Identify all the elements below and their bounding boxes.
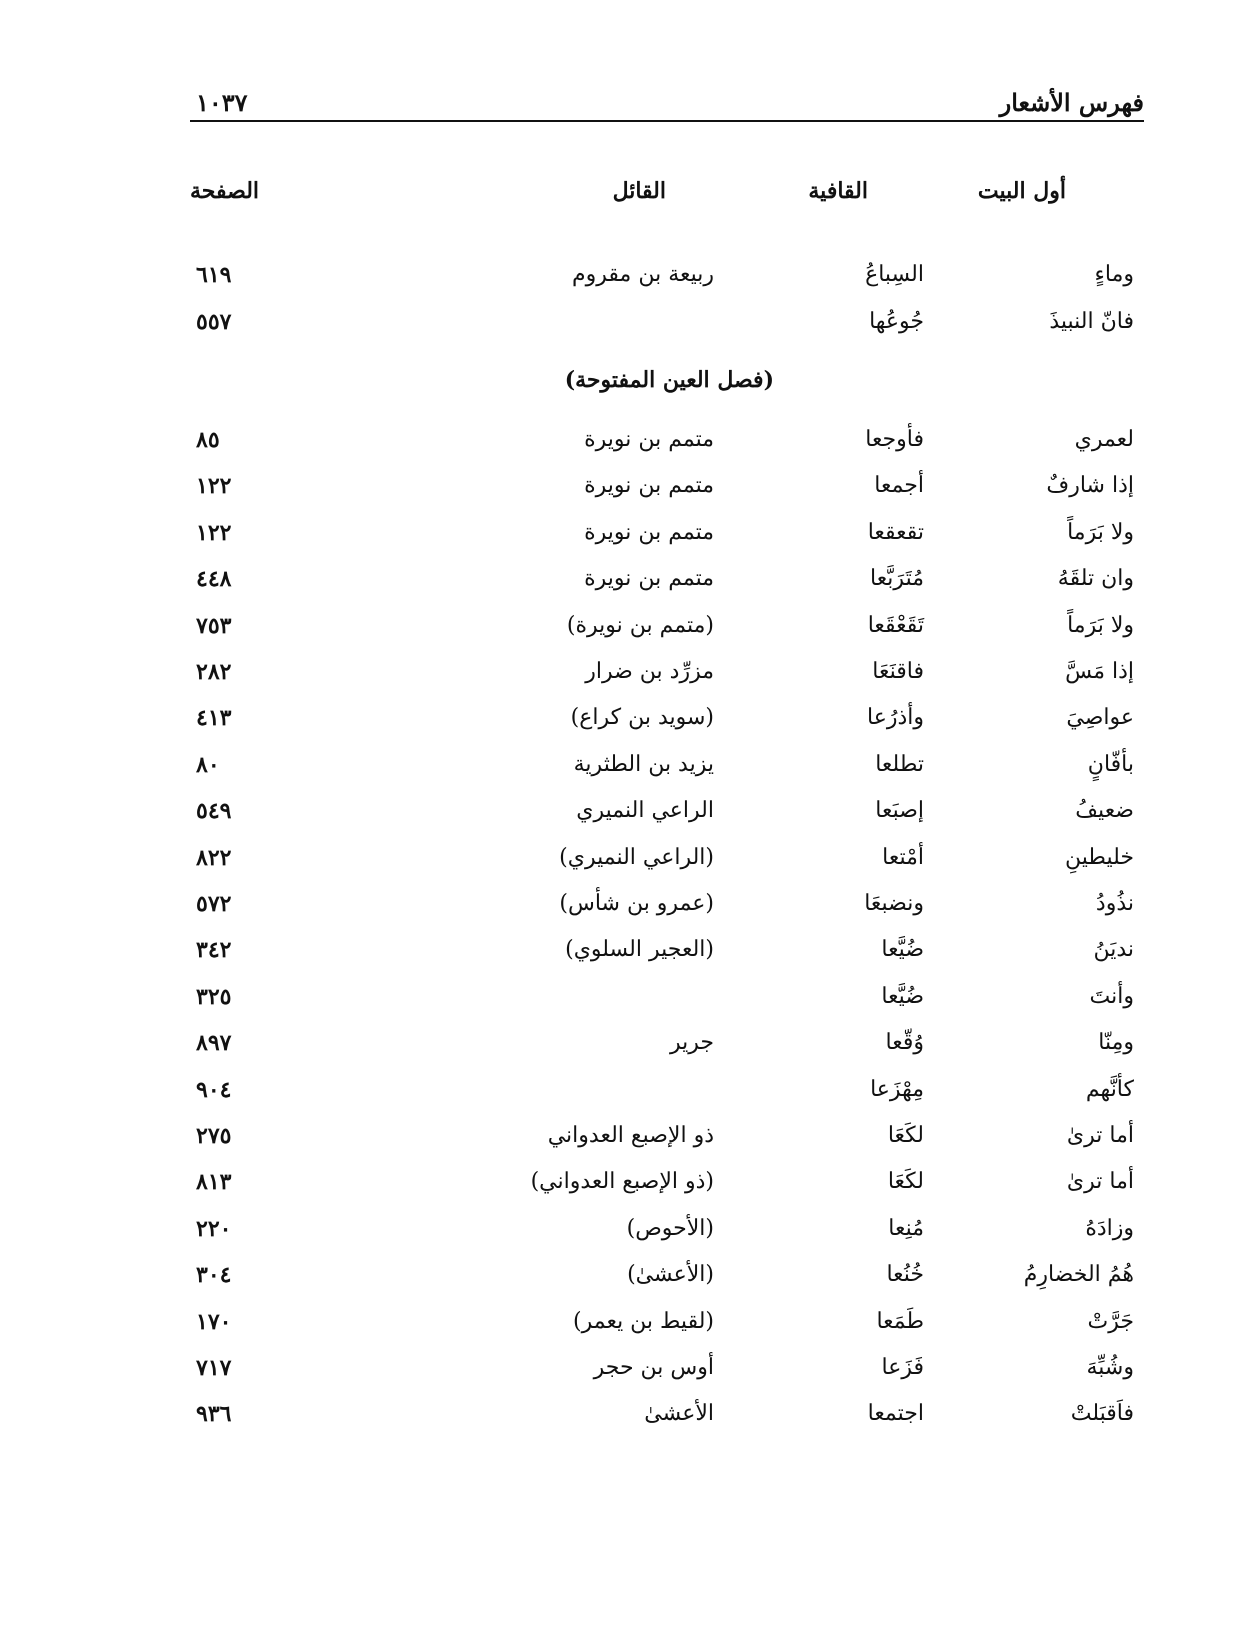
poet-cell: (لقيط بن يعمر) (573, 1309, 714, 1334)
first-words-cell: خليطينِ (1065, 845, 1134, 870)
first-words-cell: وزادَهُ (1085, 1216, 1134, 1241)
page-number-cell: ٨١٣ (196, 1169, 232, 1195)
first-words-cell: ولا بَرَماً (1067, 520, 1134, 545)
index-row (0, 420, 1234, 464)
first-words-cell: وان تلقَهُ (1057, 566, 1134, 591)
index-row (0, 930, 1234, 974)
page-number-cell: ٥٤٩ (196, 798, 232, 824)
rhyme-cell: مِهْزَعا (870, 1077, 924, 1102)
first-words-cell: بأفّانٍ (1087, 752, 1134, 777)
page-number-cell: ٨٩٧ (196, 1030, 232, 1056)
poet-cell: (سويد بن كراع) (570, 705, 714, 730)
page-number-cell: ٨٠ (196, 752, 220, 778)
first-words-cell: ومِنّا (1098, 1030, 1134, 1055)
index-row (0, 1302, 1234, 1346)
index-row (0, 884, 1234, 928)
first-words-cell: وشُبِّهَ (1086, 1355, 1134, 1380)
column-header-page: الصفحة (190, 178, 260, 204)
page-number-cell: ٩٠٤ (196, 1077, 232, 1103)
first-words-cell: هُمُ الخضارِمُ (1023, 1262, 1134, 1287)
rhyme-cell: أجمعا (874, 473, 924, 498)
rhyme-cell: ضُيَّعا (881, 937, 924, 962)
poet-cell: مزرِّد بن ضرار (585, 659, 714, 684)
index-row (0, 698, 1234, 742)
index-row (0, 791, 1234, 835)
page-number-cell: ٣٠٤ (196, 1262, 232, 1288)
column-header-rhyme: القافية (808, 178, 868, 204)
first-words-cell: أما ترىٰ (1066, 1123, 1134, 1148)
poet-cell: ربيعة بن مقروم (572, 262, 714, 287)
rhyme-cell: لكَعَا (887, 1123, 924, 1148)
poet-cell: متمم بن نويرة (584, 427, 714, 452)
first-words-cell: نديَنُ (1093, 937, 1134, 962)
first-words-cell: كأنَّهم (1085, 1077, 1134, 1102)
rhyme-cell: تقعقعا (867, 520, 924, 545)
poet-cell: (العجير السلوي) (565, 937, 714, 962)
page-number-cell: ٣٢٥ (196, 984, 232, 1010)
first-words-cell: إذا شارفٌ (1046, 473, 1134, 498)
index-row (0, 513, 1234, 557)
index-row (0, 652, 1234, 696)
page-number-cell: ١٧٠ (196, 1309, 232, 1335)
rhyme-cell: أمْتعا (882, 845, 924, 870)
poet-cell: (الأعشىٰ) (627, 1262, 714, 1287)
poet-cell: متمم بن نويرة (584, 566, 714, 591)
rhyme-cell: وأذرُعا (867, 705, 924, 730)
page-number-cell: ٥٥٧ (196, 309, 232, 335)
page-title: فهرس الأشعار (999, 88, 1144, 117)
first-words-cell: وماءٍ (1094, 262, 1134, 287)
poet-cell: الأعشىٰ (644, 1401, 714, 1426)
page-number-cell: ٦١٩ (196, 262, 232, 288)
page-number-cell: ٤٤٨ (196, 566, 232, 592)
index-row (0, 1162, 1234, 1206)
page-number-cell: ٧٥٣ (196, 613, 232, 639)
index-row (0, 838, 1234, 882)
header-rule (190, 120, 1144, 122)
page-number-cell: ٢٢٠ (196, 1216, 232, 1242)
first-words-cell: وأنتَ (1089, 984, 1134, 1009)
first-words-cell: لعمري (1074, 427, 1134, 452)
index-row (0, 1116, 1234, 1160)
poet-cell: (متمم بن نويرة) (566, 613, 714, 638)
rhyme-cell: مُتَرَبَّعا (869, 566, 924, 591)
first-words-cell: ولا بَرَماً (1067, 613, 1134, 638)
first-words-cell: نذُودُ (1095, 891, 1134, 916)
poet-cell: (عمرو بن شأس) (559, 891, 714, 916)
poet-cell: جرير (670, 1030, 714, 1055)
rhyme-cell: وُقّعا (885, 1030, 924, 1055)
index-row (0, 302, 1234, 346)
poet-cell: (الأحوص) (626, 1216, 714, 1241)
first-words-cell: أما ترىٰ (1066, 1169, 1134, 1194)
rhyme-cell: فاقنَعَا (872, 659, 924, 684)
page-number-cell: ٥٧٢ (196, 891, 232, 917)
index-row (0, 1348, 1234, 1392)
page-number-cell: ٣٤٢ (196, 937, 232, 963)
index-row (0, 559, 1234, 603)
poet-cell: متمم بن نويرة (584, 520, 714, 545)
page-number: ١٠٣٧ (196, 88, 248, 117)
rhyme-cell: اجتمعا (867, 1401, 924, 1426)
page-number-cell: ١٢٢ (196, 520, 232, 546)
index-row (0, 1255, 1234, 1299)
rhyme-cell: إصبَعا (875, 798, 924, 823)
rhyme-cell: تطلعا (875, 752, 924, 777)
first-words-cell: عواصِيَ (1066, 705, 1134, 730)
index-row (0, 606, 1234, 650)
poet-cell: الراعي النميري (576, 798, 714, 823)
poet-cell: أوس بن حجر (593, 1355, 714, 1380)
page-number-cell: ٤١٣ (196, 705, 232, 731)
running-header (190, 86, 1144, 122)
page-number-cell: ٩٣٦ (196, 1401, 232, 1427)
first-words-cell: ضعيفُ (1075, 798, 1134, 823)
rhyme-cell: مُنِعا (888, 1216, 924, 1241)
column-header-poet: القائل (612, 178, 666, 204)
page-number-cell: ٨٥ (196, 427, 220, 453)
index-row (0, 1070, 1234, 1114)
first-words-cell: إذا مَسَّ (1065, 659, 1134, 684)
rhyme-cell: جُوعُها (869, 309, 924, 334)
index-row (0, 1023, 1234, 1067)
rhyme-cell: خُنُعا (886, 1262, 924, 1287)
page-number-cell: ٢٧٥ (196, 1123, 232, 1149)
poet-cell: (ذو الإصبع العدواني) (530, 1169, 714, 1194)
page-number-cell: ٢٨٢ (196, 659, 232, 685)
section-heading-text: (فصل العين المفتوحة) (564, 367, 774, 393)
poet-cell: متمم بن نويرة (584, 473, 714, 498)
poet-cell: (الراعي النميري) (559, 845, 714, 870)
rhyme-cell: السِباعُ (865, 262, 924, 287)
rhyme-cell: ضُيَّعا (881, 984, 924, 1009)
index-row (0, 1209, 1234, 1253)
column-header-first-words: أول البيت (977, 178, 1066, 204)
first-words-cell: فاَقبَلتْ (1070, 1401, 1134, 1426)
rhyme-cell: لكَعَا (887, 1169, 924, 1194)
first-words-cell: جَرَّتْ (1087, 1309, 1134, 1334)
rhyme-cell: فَزَعا (881, 1355, 924, 1380)
page-number-cell: ١٢٢ (196, 473, 232, 499)
index-row (0, 745, 1234, 789)
section-heading (0, 360, 1234, 404)
index-row (0, 1394, 1234, 1438)
rhyme-cell: طَمَعا (876, 1309, 924, 1334)
rhyme-cell: تَقَعْقَعا (867, 613, 924, 638)
poet-cell: يزيد بن الطثرية (573, 752, 714, 777)
rhyme-cell: فأوجعا (865, 427, 924, 452)
index-row (0, 255, 1234, 299)
first-words-cell: فانّ النبيذَ (1049, 309, 1134, 334)
index-row (0, 466, 1234, 510)
column-headers (0, 178, 1234, 218)
index-row (0, 977, 1234, 1021)
page-number-cell: ٧١٧ (196, 1355, 232, 1381)
page-number-cell: ٨٢٢ (196, 845, 232, 871)
poet-cell: ذو الإصبع العدواني (547, 1123, 714, 1148)
rhyme-cell: ونضبعَا (864, 891, 924, 916)
